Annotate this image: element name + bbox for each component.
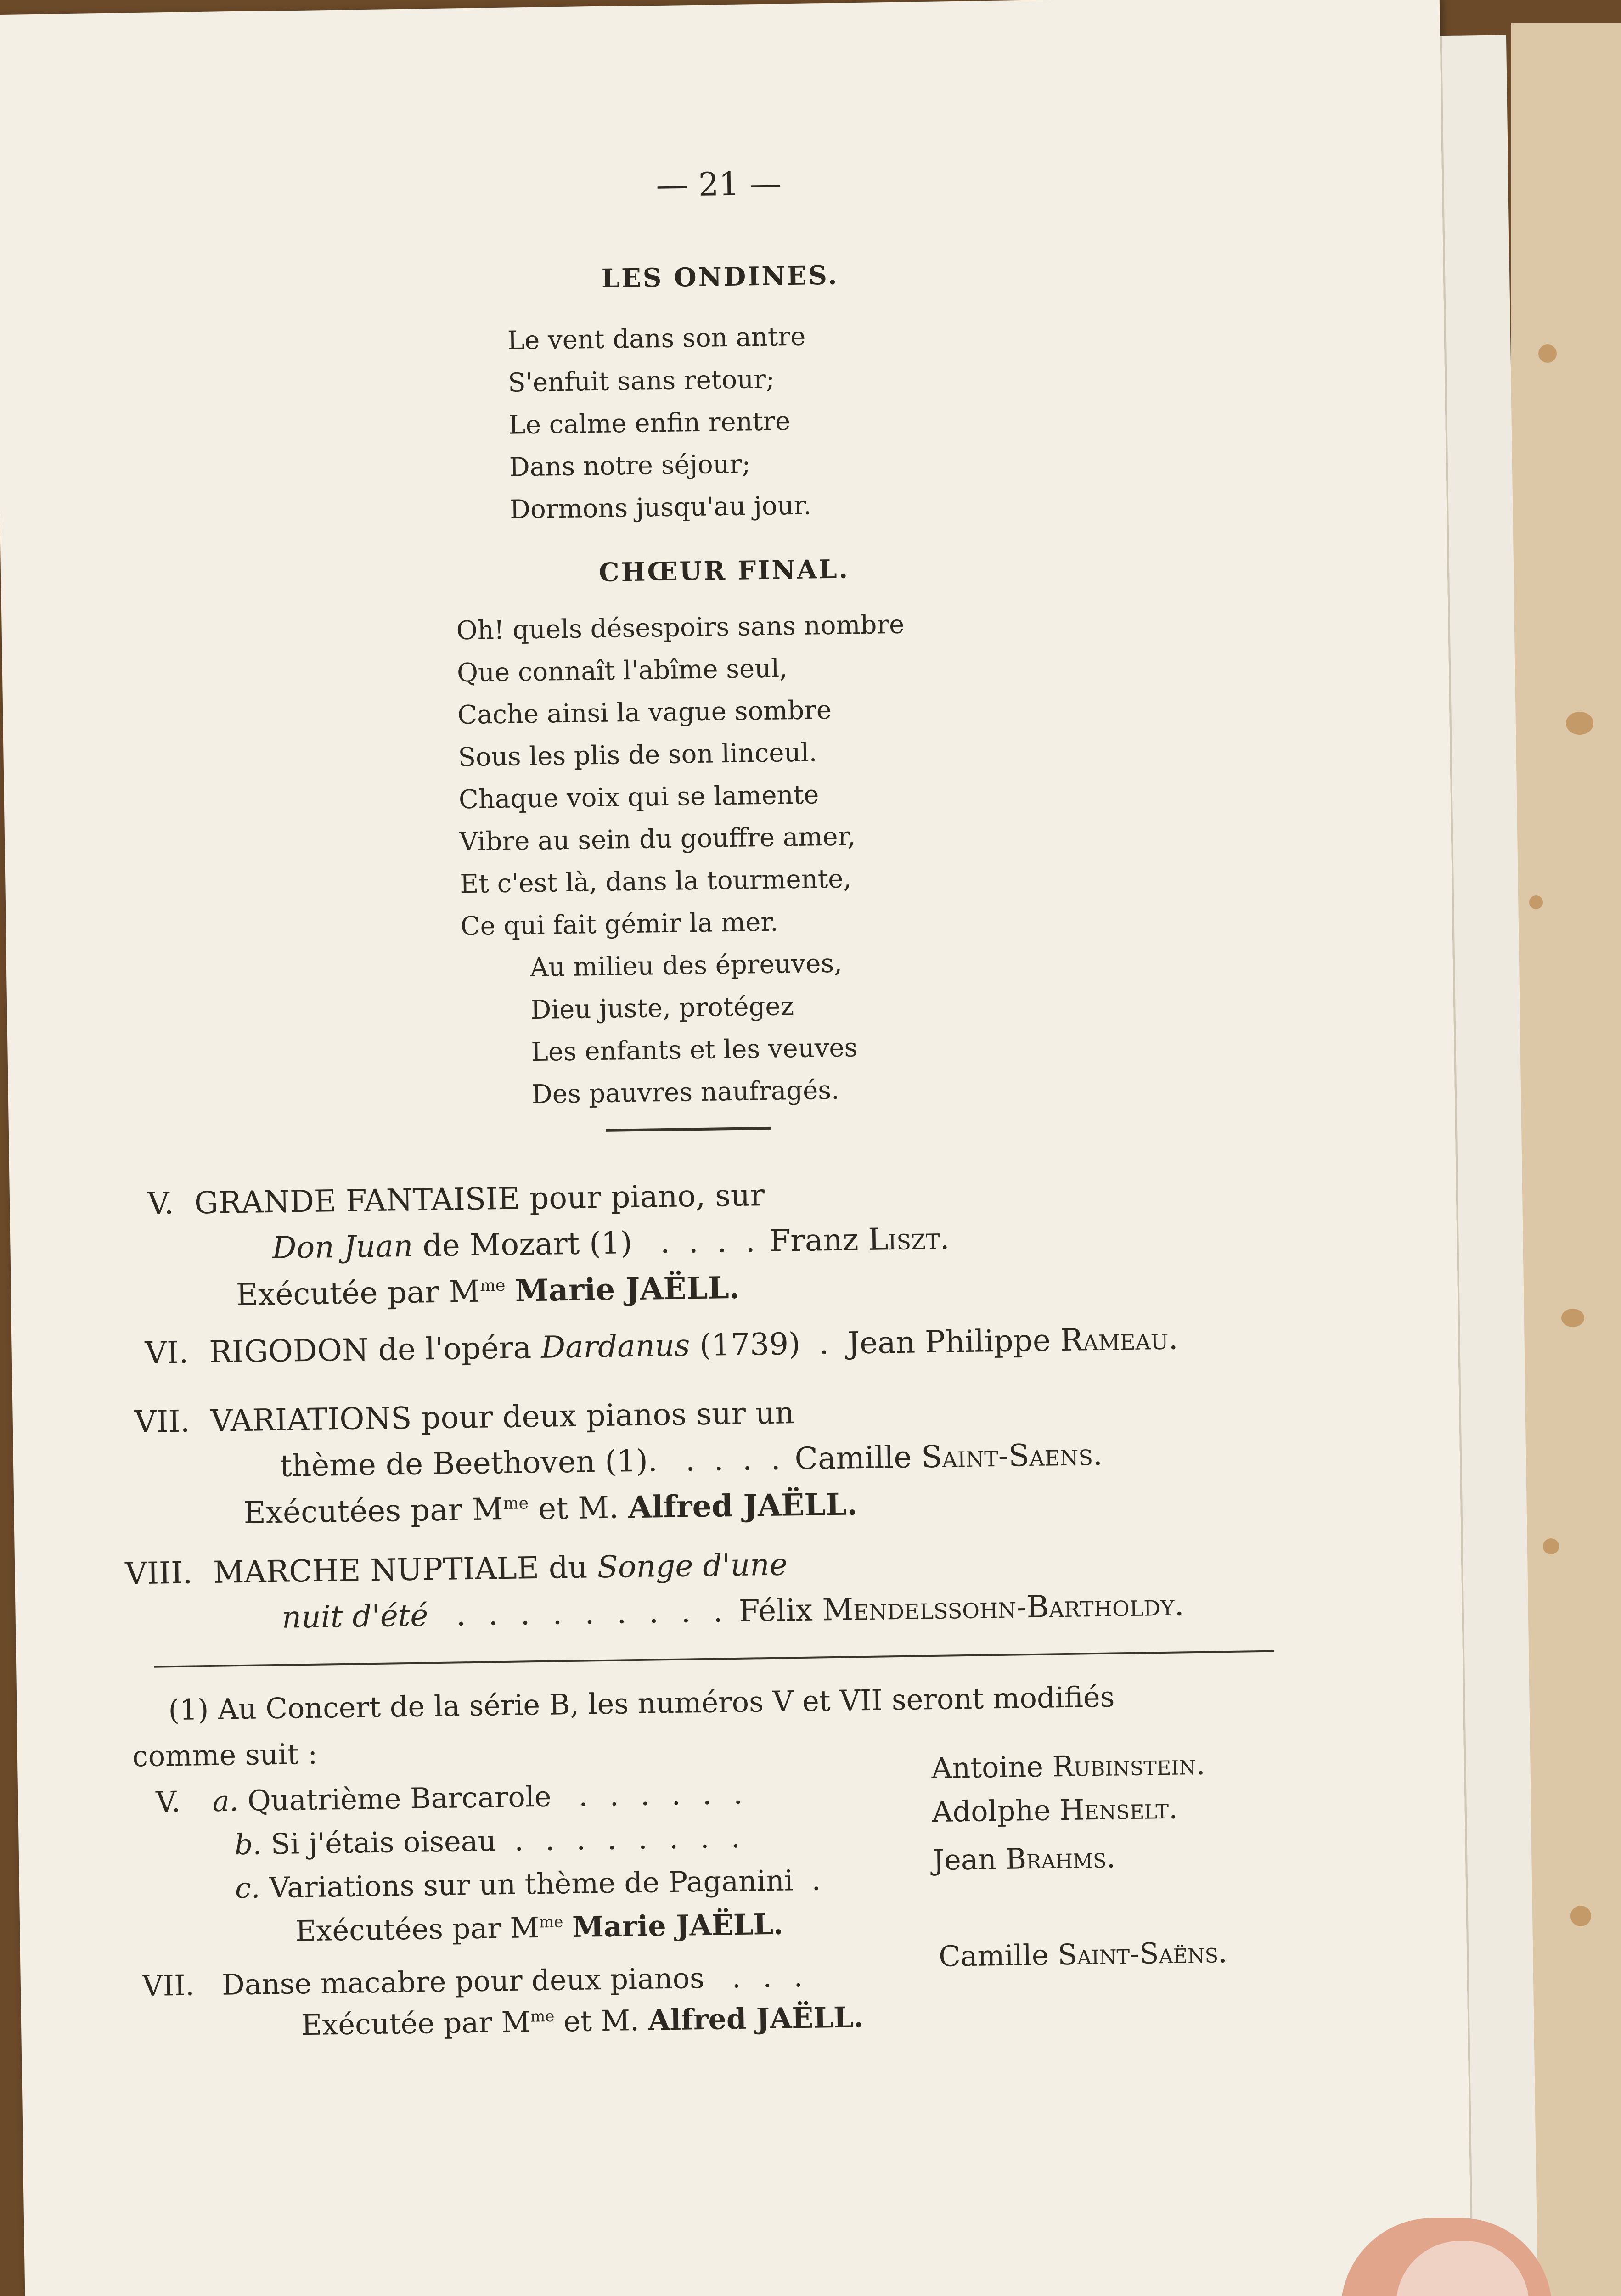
performer-prefix: Exécutées par M xyxy=(295,1911,540,1948)
foxing-spot xyxy=(1561,1309,1584,1327)
composer-last: Rubinstein. xyxy=(1052,1747,1206,1784)
foxing-spot xyxy=(1538,344,1557,363)
performer-prefix: Exécutées par M xyxy=(243,1491,504,1531)
composer-last: Liszt. xyxy=(867,1221,950,1257)
composer-last: Saint-Saens. xyxy=(921,1436,1103,1475)
performer-name: Marie JAËLL. xyxy=(515,1269,740,1309)
performer-line xyxy=(301,2000,864,2042)
footnote-item-c xyxy=(235,1863,821,1905)
verse-line: Et c'est là, dans la tourmente, xyxy=(460,864,852,900)
verse-line: Les enfants et les veuves xyxy=(531,1033,858,1068)
verse-line: S'enfuit sans retour; xyxy=(507,364,775,398)
leader-dots: . . . . xyxy=(685,1441,786,1478)
performer-superscript: me xyxy=(530,2007,555,2026)
program-work-italic: Songe d'une xyxy=(597,1547,788,1585)
footnote-letter: c. xyxy=(235,1871,260,1905)
program-line xyxy=(281,1587,1184,1635)
composer-first: Camille xyxy=(794,1439,912,1477)
program-work-italic: Don Juan xyxy=(271,1228,413,1266)
verse-line: Le calme enfin rentre xyxy=(508,406,791,440)
program-work: RIGODON de l'opéra xyxy=(208,1330,532,1370)
performer-superscript: me xyxy=(539,1913,563,1932)
composer-last: Mendelssohn-Bartholdy. xyxy=(822,1587,1184,1628)
verse-line: Dormons jusqu'au jour. xyxy=(509,490,812,525)
section-title-ondines: LES ONDINES. xyxy=(601,260,839,294)
leader-dots: . xyxy=(819,1326,829,1362)
verse-line: Le vent dans son antre xyxy=(507,321,806,356)
composer-last: Saint-Saëns. xyxy=(1057,1936,1228,1972)
footnote-item-a xyxy=(156,1777,749,1819)
leader-dots: . . . . . . xyxy=(578,1777,749,1813)
footnote-composer xyxy=(933,1841,1116,1877)
performer-name: Alfred JAËLL. xyxy=(628,1486,858,1525)
program-work-italic: nuit d'été xyxy=(281,1598,428,1635)
verse-line: Que connaît l'abîme seul, xyxy=(456,653,788,688)
verse-line: Dieu juste, protégez xyxy=(530,991,794,1025)
performer-prefix: Exécutée par M xyxy=(236,1273,480,1313)
program-work: de Mozart (1) xyxy=(422,1225,633,1264)
performer-prefix: Exécutée par M xyxy=(301,2005,531,2042)
composer-first: Jean Philippe xyxy=(847,1322,1051,1361)
program-work: GRANDE FANTAISIE pour piano, sur xyxy=(194,1177,765,1221)
verse-line: Sous les plis de son linceul. xyxy=(458,737,817,773)
composer-last: Brahms. xyxy=(1005,1840,1116,1876)
program-work-italic: Dardanus xyxy=(540,1328,690,1365)
section-divider xyxy=(606,1127,771,1132)
foxing-spot xyxy=(1566,712,1593,735)
performer-mid: et M. xyxy=(563,2003,640,2038)
program-number: VI. xyxy=(145,1334,189,1371)
footnote-divider xyxy=(154,1650,1274,1668)
page-number: — 21 — xyxy=(655,164,782,204)
footnote-composer xyxy=(932,1792,1178,1829)
performer-name: Marie JAËLL. xyxy=(572,1907,784,1944)
footnote-letter: a. xyxy=(212,1784,239,1818)
footnote-item-b xyxy=(234,1821,747,1862)
leader-dots: . . . . . . . . xyxy=(514,1820,747,1857)
verse-choeur-final xyxy=(456,604,911,1117)
leader-dots: . . . . . . . . . xyxy=(456,1593,730,1633)
foxing-spot xyxy=(1570,1906,1591,1926)
performer-superscript: me xyxy=(479,1276,506,1295)
verse-line: Oh! quels désespoirs sans nombre xyxy=(456,609,905,646)
footnote-letter: b. xyxy=(234,1827,262,1862)
composer-first: Adolphe xyxy=(932,1793,1051,1829)
performer-line xyxy=(295,1908,783,1948)
composer-last: Rameau. xyxy=(1060,1321,1178,1358)
leader-dots: . xyxy=(811,1863,821,1897)
footnote-line: (1) Au Concert de la série B, les numéros V et VII seront modifiés xyxy=(168,1680,1115,1727)
program-line xyxy=(280,1437,1103,1484)
program-work: thème de Beethoven (1). xyxy=(279,1443,658,1484)
footnote-work: Variations sur un thème de Paganini xyxy=(269,1863,794,1905)
performer-line xyxy=(236,1270,740,1312)
footnote-composer xyxy=(931,1748,1205,1785)
footnote-number: VII. xyxy=(142,1968,195,2003)
leader-dots: . . . xyxy=(732,1959,810,1995)
program-item-vi xyxy=(145,1321,1178,1370)
verse-ondines xyxy=(507,315,811,531)
performer-line xyxy=(243,1486,858,1531)
composer-first: Jean xyxy=(932,1842,997,1877)
performer-mid: et M. xyxy=(538,1490,619,1526)
section-title-choeur-final: CHŒUR FINAL. xyxy=(598,554,850,588)
footnote-line: comme suit : xyxy=(132,1737,318,1773)
program-work: VARIATIONS pour deux pianos sur un xyxy=(210,1395,795,1439)
composer-first: Camille xyxy=(938,1938,1049,1973)
leader-dots: . . . . xyxy=(660,1223,760,1261)
verse-line: Ce qui fait gémir la mer. xyxy=(460,907,779,942)
footnote-composer xyxy=(939,1936,1228,1973)
performer-name: Alfred JAËLL. xyxy=(647,2000,864,2037)
program-line xyxy=(134,1395,794,1440)
program-line xyxy=(272,1221,950,1266)
foxing-spot xyxy=(1529,895,1543,909)
foxing-spot xyxy=(1543,1538,1559,1554)
performer-superscript: me xyxy=(503,1494,529,1514)
composer-first: Franz xyxy=(769,1222,859,1259)
verse-line: Dans notre séjour; xyxy=(509,449,751,483)
composer-first: Félix xyxy=(738,1592,813,1629)
program-number: V. xyxy=(147,1186,174,1221)
program-number: VIII. xyxy=(124,1555,193,1592)
program-number: VII. xyxy=(134,1403,191,1440)
footnote-work: Si j'étais oiseau xyxy=(270,1824,496,1861)
verse-line: Des pauvres naufragés. xyxy=(531,1075,840,1110)
verse-line: Au milieu des épreuves, xyxy=(529,948,843,983)
verse-line: Cache ainsi la vague sombre xyxy=(457,695,832,731)
composer-last: Henselt. xyxy=(1059,1791,1178,1827)
verse-line: Vibre au sein du gouffre amer, xyxy=(459,822,856,857)
program-line xyxy=(125,1547,788,1591)
verse-line: Chaque voix qui se lamente xyxy=(458,780,819,815)
footnote-number: V. xyxy=(155,1784,181,1819)
program-work-year: (1739) xyxy=(699,1326,801,1363)
program-work: MARCHE NUPTIALE du xyxy=(213,1549,588,1590)
footnote-item-vii xyxy=(142,1960,809,2003)
composer-first: Antoine xyxy=(931,1750,1044,1785)
footnote-work: Danse macabre pour deux pianos xyxy=(221,1961,705,2002)
program-line xyxy=(147,1177,765,1221)
footnote-work: Quatrième Barcarole xyxy=(247,1779,552,1818)
